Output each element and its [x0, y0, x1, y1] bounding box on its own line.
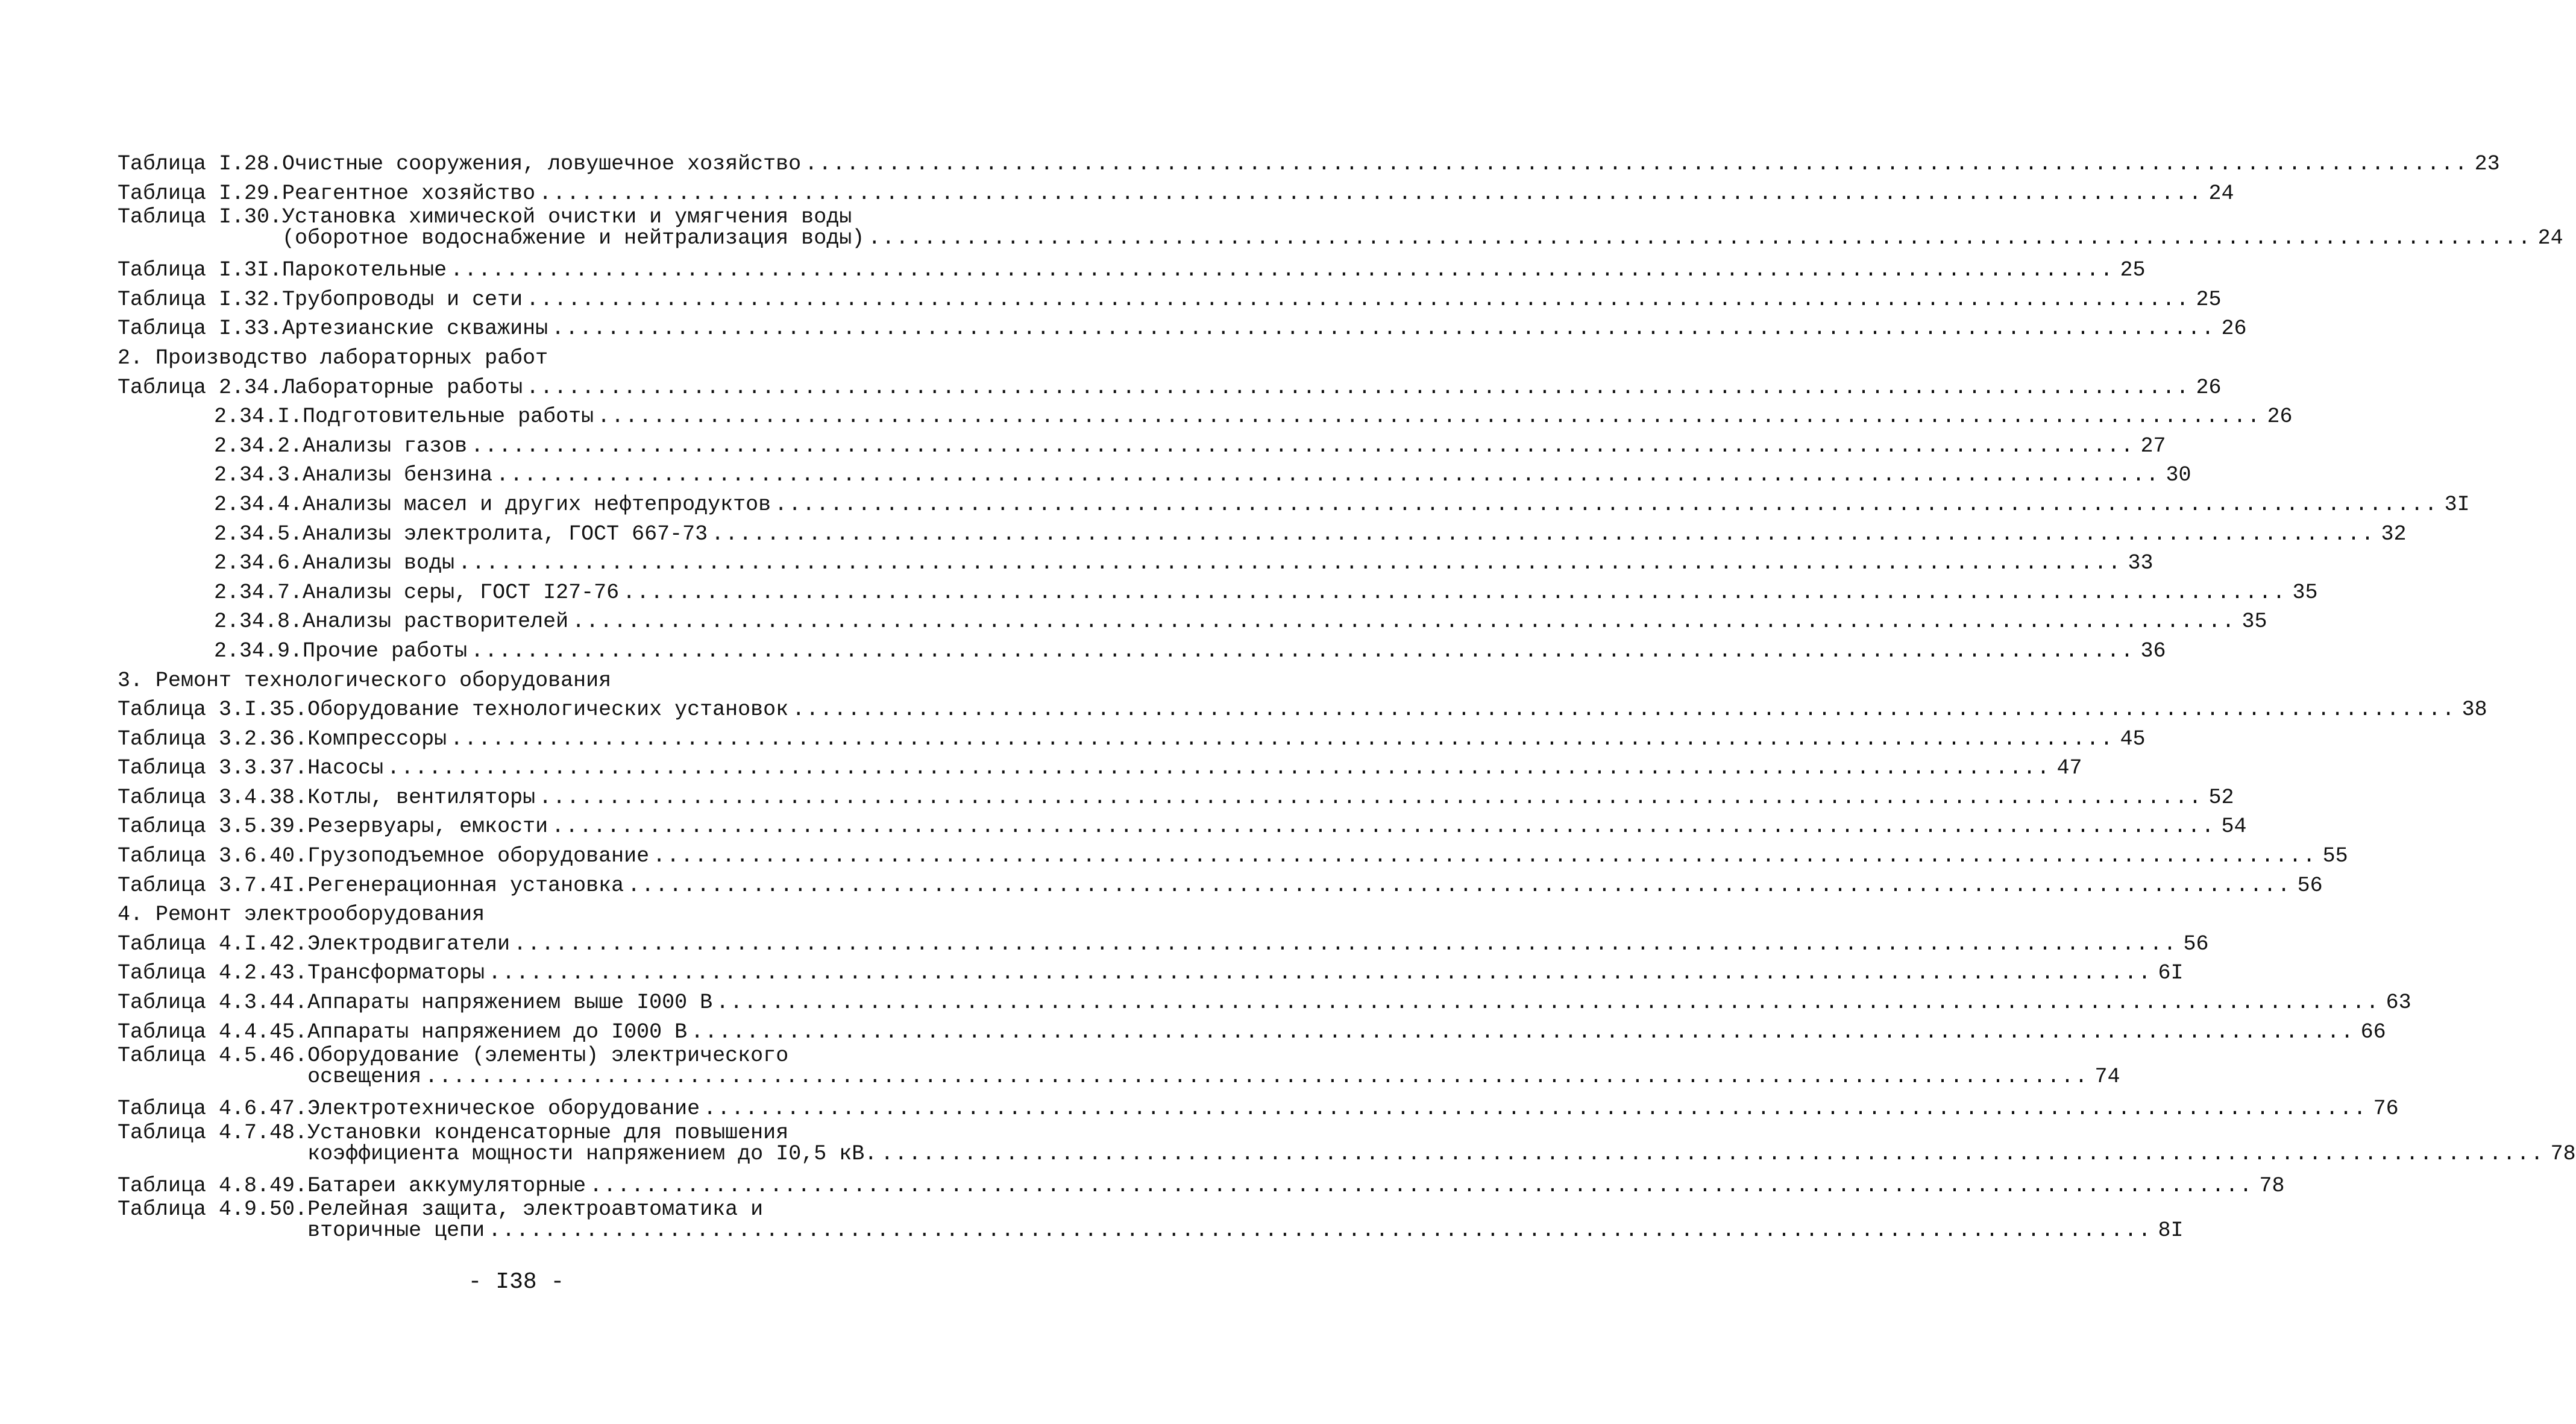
page-ref: 78	[2550, 1141, 2576, 1166]
page-ref: 26	[2196, 375, 2222, 400]
toc-entry	[118, 695, 2487, 725]
entry-title: Анализы воды	[303, 551, 455, 576]
entry-number: Таблица 4.4.45.	[118, 1019, 308, 1044]
leader-dots: ........................................................................................................................	[488, 961, 2152, 986]
page-ref: 6I	[2158, 961, 2184, 986]
toc-entry	[118, 432, 2166, 461]
entry-title: Электротехническое оборудование	[307, 1097, 700, 1121]
page-ref: 36	[2140, 638, 2166, 663]
entry-title: Батареи аккумуляторные	[307, 1173, 586, 1198]
entry-number: 2.34.9.	[214, 638, 303, 663]
entry-title: Анализы растворителей	[303, 610, 569, 634]
page-ref: 8I	[2158, 1218, 2184, 1243]
entry-title: Регенерационная установка	[307, 873, 624, 898]
page-ref: 52	[2208, 785, 2234, 810]
entry-title: Аппараты напряжением выше I000 В	[307, 991, 713, 1015]
page-ref: 76	[2373, 1097, 2399, 1121]
entry-number: Таблица 4.I.42.	[118, 931, 308, 956]
toc-entry	[118, 988, 2411, 1018]
toc-entry	[118, 1171, 2285, 1201]
toc-entry	[118, 1197, 2184, 1248]
entry-number: Таблица 3.6.40.	[118, 844, 308, 869]
leader-dots: ........................................................................................................................	[514, 931, 2178, 956]
entry-number: 2.34.8.	[214, 610, 303, 634]
page-ref: 66	[2360, 1019, 2386, 1044]
leader-dots: ........................................................................................................................	[539, 785, 2203, 810]
section-heading: 4. Ремонт электрооборудования	[118, 903, 485, 927]
entry-number: Таблица 4.2.43.	[118, 961, 308, 986]
page-number: - I38 -	[468, 1269, 565, 1295]
page-ref: 26	[2221, 317, 2247, 341]
leader-dots: ........................................................................................................................	[471, 433, 2135, 458]
toc-entry	[118, 578, 2318, 608]
page-ref: 23	[2474, 152, 2500, 176]
entry-title: Котлы, вентиляторы	[307, 785, 536, 810]
toc-entry	[118, 607, 2267, 637]
toc-entry	[118, 871, 2323, 901]
entry-title: Резервуары, емкости	[307, 814, 548, 839]
page-ref: 35	[2292, 580, 2318, 605]
entry-title: Трансформаторы	[307, 961, 485, 986]
page-ref: 78	[2259, 1173, 2285, 1198]
entry-number: Таблица 4.5.46.	[118, 1044, 308, 1068]
leader-dots: ........................................................................................................................	[387, 756, 2051, 781]
toc-entry	[118, 1044, 2120, 1094]
page-ref: 24	[2537, 226, 2563, 251]
entry-title: Прочие работы	[303, 638, 468, 663]
entry-title-continued: коэффициента мощности напряжением до I0,5 кВ.	[307, 1141, 878, 1166]
leader-dots: ........................................................................................................................	[551, 317, 2216, 341]
entry-title: Подготовительные работы	[303, 405, 594, 429]
toc-entry	[118, 1094, 2399, 1124]
toc-entry	[118, 373, 2222, 403]
entry-title-continued: вторичные цепи	[307, 1218, 485, 1243]
toc-entry	[118, 637, 2166, 666]
page-ref: 24	[2208, 181, 2234, 206]
leader-dots: ........................................................................................................................	[526, 375, 2190, 400]
page-ref: 54	[2221, 814, 2247, 839]
entry-number: Таблица 3.4.38.	[118, 785, 308, 810]
leader-dots: ........................................................................................................................	[792, 698, 2456, 722]
entry-number: Таблица I.28.	[118, 152, 283, 176]
entry-title: Трубопроводы и сети	[282, 287, 523, 312]
entry-title: Анализы газов	[303, 433, 468, 458]
leader-dots: ........................................................................................................................	[450, 726, 2114, 751]
page-ref: 56	[2183, 931, 2209, 956]
entry-title-continued: (оборотное водоснабжение и нейтрализация воды)	[282, 226, 865, 251]
entry-number: Таблица I.3I.	[118, 258, 283, 283]
entry-number: Таблица 3.3.37.	[118, 756, 308, 781]
entry-number: Таблица 3.I.35.	[118, 698, 308, 722]
entry-number: Таблица I.32.	[118, 287, 283, 312]
toc-entry	[118, 285, 2222, 315]
page-ref: 3I	[2444, 492, 2470, 517]
page-ref: 32	[2381, 521, 2407, 546]
page-ref: 55	[2322, 844, 2348, 869]
entry-number: Таблица 4.6.47.	[118, 1097, 308, 1121]
entry-title: Оборудование (элементы) электрического	[307, 1044, 789, 1068]
page-ref: 27	[2140, 433, 2166, 458]
entry-number: Таблица 3.5.39.	[118, 814, 308, 839]
leader-dots: ........................................................................................................................	[458, 551, 2122, 576]
leader-dots: ........................................................................................................................	[868, 226, 2532, 251]
leader-dots: ........................................................................................................................	[881, 1141, 2545, 1166]
entry-title: Анализы серы, ГОСТ I27-76	[303, 580, 620, 605]
entry-number: Таблица I.29.	[118, 181, 283, 206]
entry-number: Таблица 4.3.44.	[118, 991, 308, 1015]
leader-dots: ........................................................................................................................	[539, 181, 2203, 206]
entry-number: Таблица 4.7.48.	[118, 1120, 308, 1145]
page-ref: 35	[2241, 610, 2267, 634]
leader-dots: ........................................................................................................................	[716, 991, 2380, 1015]
toc-entry	[118, 783, 2234, 813]
entry-number: Таблица 3.7.4I.	[118, 873, 308, 898]
toc-entry	[118, 150, 2500, 179]
entry-title: Компрессоры	[307, 726, 447, 751]
entry-title: Электродвигатели	[307, 931, 510, 956]
page-ref: 47	[2056, 756, 2082, 781]
entry-title: Установка химической очистки и умягчения воды	[282, 205, 852, 230]
toc-entry	[118, 256, 2146, 285]
entry-title: Оборудование технологических установок	[307, 698, 789, 722]
toc-entry	[118, 314, 2247, 344]
entry-title: Аппараты напряжением до I000 В	[307, 1019, 688, 1044]
toc-entry	[118, 1018, 2386, 1047]
entry-number: Таблица 4.8.49.	[118, 1173, 308, 1198]
leader-dots: ........................................................................................................................	[627, 873, 2292, 898]
entry-title: Насосы	[307, 756, 384, 781]
page-ref: 38	[2461, 698, 2487, 722]
entry-title: Установки конденсаторные для повышения	[307, 1120, 789, 1145]
table-of-contents	[118, 150, 2576, 1248]
entry-title: Парокотельные	[282, 258, 447, 283]
toc-entry	[118, 959, 2184, 988]
entry-number: 2.34.I.	[214, 405, 303, 429]
entry-title: Лабораторные работы	[282, 375, 523, 400]
entry-number: 2.34.4.	[214, 492, 303, 517]
leader-dots: ........................................................................................................................	[450, 258, 2114, 283]
page-ref: 45	[2120, 726, 2146, 751]
entry-number: Таблица 2.34.	[118, 375, 283, 400]
toc-entry	[118, 549, 2153, 578]
leader-dots: ........................................................................................................................	[623, 580, 2287, 605]
entry-title-continued: освещения	[307, 1065, 422, 1089]
toc-entry	[118, 520, 2407, 549]
leader-dots: ........................................................................................................................	[589, 1173, 2254, 1198]
leader-dots: ........................................................................................................................	[471, 638, 2135, 663]
toc-entry	[118, 490, 2470, 520]
entry-title: Анализы электролита, ГОСТ 667-73	[303, 521, 708, 546]
entry-number: 2.34.5.	[214, 521, 303, 546]
page-ref: 63	[2386, 991, 2411, 1015]
entry-title: Анализы масел и других нефтепродуктов	[303, 492, 771, 517]
toc-entry	[118, 179, 2234, 209]
page-ref: 30	[2166, 463, 2191, 488]
leader-dots: ........................................................................................................................	[572, 610, 2236, 634]
leader-dots: ........................................................................................................................	[653, 844, 2317, 869]
entry-title: Анализы бензина	[303, 463, 493, 488]
toc-entry	[118, 842, 2348, 871]
entry-number: Таблица 4.9.50.	[118, 1197, 308, 1222]
toc-entry	[118, 812, 2247, 842]
toc-entry	[118, 205, 2563, 256]
leader-dots: ........................................................................................................................	[805, 152, 2469, 176]
page-ref: 33	[2128, 551, 2153, 576]
entry-number: Таблица I.33.	[118, 317, 283, 341]
entry-title: Реагентное хозяйство	[282, 181, 536, 206]
entry-number: 2.34.6.	[214, 551, 303, 576]
leader-dots: ........................................................................................................................	[711, 521, 2375, 546]
entry-title: Грузоподъемное оборудование	[307, 844, 650, 869]
toc-entry	[118, 930, 2209, 959]
entry-number: 2.34.7.	[214, 580, 303, 605]
page-ref: 56	[2297, 873, 2323, 898]
entry-title: Артезианские скважины	[282, 317, 548, 341]
leader-dots: ........................................................................................................................	[488, 1218, 2152, 1243]
page-ref: 26	[2267, 405, 2293, 429]
toc-entry	[118, 725, 2146, 754]
leader-dots: ........................................................................................................................	[425, 1065, 2089, 1089]
section-heading: 3. Ремонт технологического оборудования	[118, 668, 612, 693]
toc-entry	[118, 1120, 2576, 1171]
entry-number: 2.34.2.	[214, 433, 303, 458]
leader-dots: ........................................................................................................................	[551, 814, 2216, 839]
entry-number: Таблица I.30.	[118, 205, 283, 230]
page-ref: 25	[2120, 258, 2146, 283]
leader-dots: ........................................................................................................................	[526, 287, 2190, 312]
entry-title: Релейная защита, электроавтоматика и	[307, 1197, 764, 1222]
leader-dots: ........................................................................................................................	[703, 1097, 2367, 1121]
page-ref: 74	[2094, 1065, 2120, 1089]
toc-entry	[118, 402, 2293, 432]
page-ref: 25	[2196, 287, 2222, 312]
leader-dots: ........................................................................................................................	[774, 492, 2439, 517]
entry-title: Очистные сооружения, ловушечное хозяйство	[282, 152, 802, 176]
entry-number: Таблица 3.2.36.	[118, 726, 308, 751]
leader-dots: ........................................................................................................................	[496, 463, 2160, 488]
toc-entry	[118, 754, 2082, 783]
leader-dots: ........................................................................................................................	[691, 1019, 2355, 1044]
entry-number: 2.34.3.	[214, 463, 303, 488]
leader-dots: ........................................................................................................................	[597, 405, 2261, 429]
section-heading: 2. Производство лабораторных работ	[118, 345, 548, 370]
toc-entry	[118, 461, 2191, 490]
